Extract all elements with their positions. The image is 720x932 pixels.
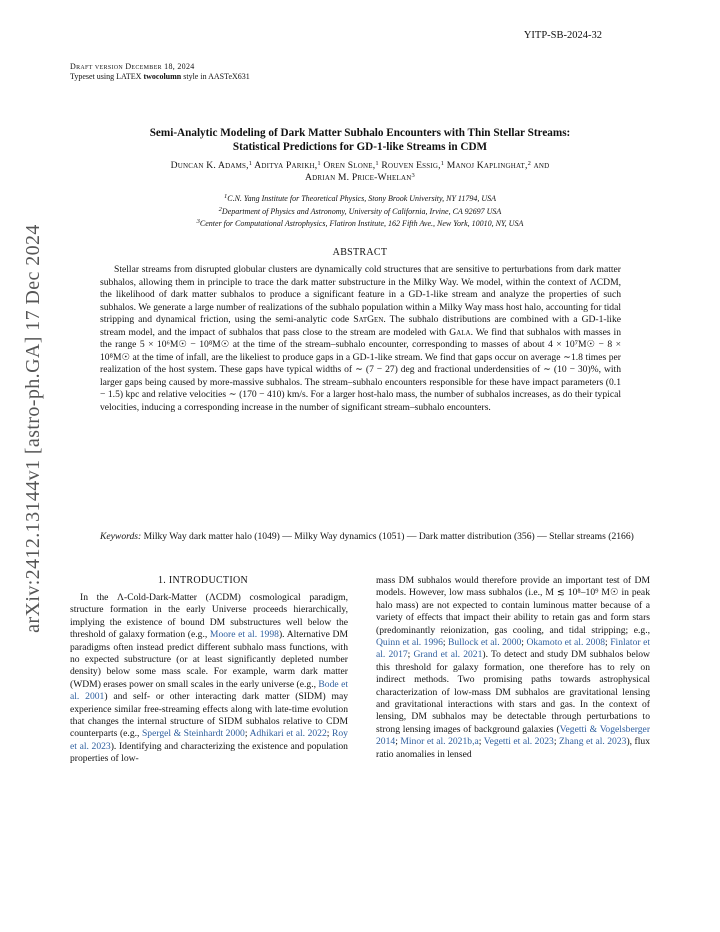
citation-link[interactable]: Spergel & Steinhardt 2000 <box>141 728 245 740</box>
citation-link[interactable]: Vegetti & Vogelsberger 2014 <box>376 723 651 748</box>
citation-link[interactable]: Bode et al. 2001 <box>70 678 348 703</box>
affil-mark: 1 <box>248 160 253 167</box>
body-text: In the Λ-Cold-Dark-Matter (ΛCDM) cosmological paradigm, structure formation in the early Universe proceeds hierarchically, implying the existence of bound DM substructures well below the threshold of galaxy formation (e.g., <box>70 592 348 641</box>
author-slone: Oren Slone, <box>323 160 376 171</box>
separator: ; <box>395 736 401 748</box>
abstract-text: . The subhalo distributions are combined with a GD-1-like stream model, and the impact of subhalos that pass close to the stream are modeled with <box>100 314 622 338</box>
affiliation-text: Center for Computational Astrophysics, Flatiron Institute, 162 Fifth Ave., New York, 10010, NY, USA <box>199 219 524 228</box>
separator: ; <box>478 736 484 748</box>
separator: ; <box>407 649 414 661</box>
affil-mark: 2 <box>527 160 532 167</box>
code-name-gala: Gala <box>449 326 471 338</box>
arxiv-identifier[interactable]: arXiv:2412.13144v1 [astro-ph.GA] 17 Dec 2024 <box>21 223 44 633</box>
code-name-satgen: SatGen <box>353 314 384 325</box>
section-heading-introduction: 1. INTRODUCTION <box>157 575 249 586</box>
keywords <box>100 531 677 544</box>
affiliation-text: C.N. Yang Institute for Theoretical Physics, Stony Brook University, NY 11794, USA <box>227 194 496 203</box>
abstract-heading: ABSTRACT <box>332 247 388 258</box>
citation-link[interactable]: Adhikari et al. 2022 <box>249 728 327 740</box>
citation-link[interactable]: Minor et al. 2021b,a <box>400 736 479 748</box>
affiliation-1 <box>90 193 630 206</box>
abstract-text: Stellar streams from disrupted globular clusters are dynamically cold structures that are sensitive to perturbations from dark matter subhalos, allowing them in principle to trace the dark matter substructure in the Milky Way. We model, within the context of ΛCDM, the likelihood of dark matter subhalos to produce a significant feature in a GD-1-like stream and analyze the properties of such subhalos. We generate a large number of realizations of the subhalo population within a Milky Way mass host halo, accounting for tidal stripping and dynamical friction, using the semi-analytic code <box>100 264 621 325</box>
title-line-2: Statistical Predictions for GD-1-like Streams in CDM <box>232 141 488 153</box>
affiliations <box>90 193 630 231</box>
report-number: YITP-SB-2024-32 <box>523 30 602 41</box>
author-parikh: Aditya Parikh, <box>254 160 318 171</box>
affil-mark: 3 <box>196 218 200 225</box>
abstract-text: . We find that subhalos with masses in the range 5 × 10⁶M☉ − 10⁸M☉ at the time of the stream–subhalo encounter, corresponding to masses of about 4 × 10⁷M☉ − 8 × 10⁸M☉ at the time of infall, are the likeliest to produce gaps in a GD-1-like stream. We find that gaps occur on average ∼1.8 times per realization of the host system. These gaps have typical widths of ∼ (7 − 27) deg and fractional underdensities of ∼ (10 − 30)%, with larger gaps being caused by more-massive subhalos. The stream–subhalo encounters responsible for these have impact parameters (0.1 − 1.5) kpc and relative velocities ∼ (170 − 410) km/s. For a larger host-halo mass, the number of subhalos increases, as do their typical velocities, inducing a corresponding increase in the number of significant stream–subhalo encounters. <box>100 326 621 413</box>
abstract-body <box>100 264 621 414</box>
typeset-suffix: style in AASTeX631 <box>181 72 250 81</box>
author-list <box>90 160 630 184</box>
affil-mark: 1 <box>224 193 228 200</box>
separator: ; <box>605 637 611 649</box>
affil-mark: 1 <box>317 160 321 167</box>
affil-mark: 3 <box>411 172 415 179</box>
body-text: ), flux ratio anomalies in lensed <box>376 736 650 760</box>
citation-link[interactable]: Vegetti et al. 2023 <box>483 736 554 748</box>
separator: ; <box>553 736 560 748</box>
intro-left-column <box>70 592 348 766</box>
paper-title <box>90 126 630 154</box>
separator: ; <box>521 637 527 649</box>
draft-version-prefix: Draft version <box>70 62 126 71</box>
body-text: ) and self- or other interacting dark matter (SIDM) may experience similar free-streaming effects along with late-time evolution that changes the internal structure of SIDM subhalos relative to CDM counterparts (e.g., <box>70 691 348 740</box>
separator: ; <box>326 728 332 740</box>
arxiv-sidebar <box>22 218 44 638</box>
intro-right-column <box>376 575 650 761</box>
author-essig: Rouven Essig, <box>381 160 441 171</box>
citation-link[interactable]: Bullock et al. 2000 <box>448 637 522 649</box>
typeset-line <box>70 72 250 82</box>
body-text: ). To detect and study DM subhalos below this threshold for galaxy formation, one therefore has to rely on indirect methods. Two promising paths towards astrophysical characterization of low-mass DM subhalos are gravitational lensing and gravitational interactions with stars and gas. In the context of lensing, DM subhalos may be detectable through perturbations to strong lensing images of background galaxies ( <box>376 649 650 735</box>
title-line-1: Semi-Analytic Modeling of Dark Matter Subhalo Encounters with Thin Stellar Streams: <box>149 127 571 139</box>
body-text: ). Identifying and characterizing the existence and population properties of low- <box>70 740 348 765</box>
citation-link[interactable]: Okamoto et al. 2008 <box>526 637 606 649</box>
citation-link[interactable]: Finlator et al. 2017 <box>376 637 650 661</box>
citation-link[interactable]: Moore et al. 1998 <box>209 629 279 641</box>
body-text: ). Alternative DM paradigms often instead predict different subhalo mass functions, with no expected substructure (or at least significantly depleted number density) below some mass scale. For example, warm dark matter (WDM) erases power on small scales in the early universe (e.g., <box>70 629 348 690</box>
affil-mark: 2 <box>218 205 222 213</box>
draft-header <box>70 62 250 82</box>
author-kaplinghat: Manoj Kaplinghat, <box>446 160 528 171</box>
author-adams: Duncan K. Adams, <box>170 160 249 171</box>
keywords-text: Milky Way dark matter halo (1049) — Milky Way dynamics (1051) — Dark matter distribution (356) — Stellar streams (2166) <box>141 531 634 542</box>
keywords-label: Keywords: <box>100 531 142 542</box>
citation-link[interactable]: Grand et al. 2021 <box>413 649 483 661</box>
draft-version <box>70 62 250 72</box>
separator: ; <box>244 728 250 740</box>
author-and: and <box>531 160 550 171</box>
citation-link[interactable]: Roy et al. 2023 <box>70 728 348 752</box>
citation-link[interactable]: Zhang et al. 2023 <box>559 736 627 748</box>
affil-mark: 1 <box>440 160 445 167</box>
affiliation-text: Department of Physics and Astronomy, University of California, Irvine, CA 92697 USA <box>221 206 502 216</box>
typeset-prefix: Typeset using L <box>70 72 121 81</box>
citation-link[interactable]: Quinn et al. 1996 <box>376 637 443 649</box>
typeset-tex: ATEX <box>121 72 144 81</box>
affiliation-3 <box>90 218 630 231</box>
draft-version-date: December 18, 2024 <box>125 62 195 71</box>
author-price-whelan: Adrian M. Price-Whelan <box>305 172 412 183</box>
affiliation-2 <box>90 206 630 219</box>
typeset-style: twocolumn <box>143 72 182 81</box>
affil-mark: 1 <box>375 160 379 167</box>
separator: ; <box>442 637 449 649</box>
body-text: mass DM subhalos would therefore provide an important test of DM models. However, low mass subhalos (i.e., M ≲ 10⁸–10⁹ M☉ in peak halo mass) are not expected to contain luminous matter because of a variety of effects that impact their ability to retain gas and form stars (predominantly reionization, gas cooling, and tidal stripping; e.g., <box>376 575 650 636</box>
